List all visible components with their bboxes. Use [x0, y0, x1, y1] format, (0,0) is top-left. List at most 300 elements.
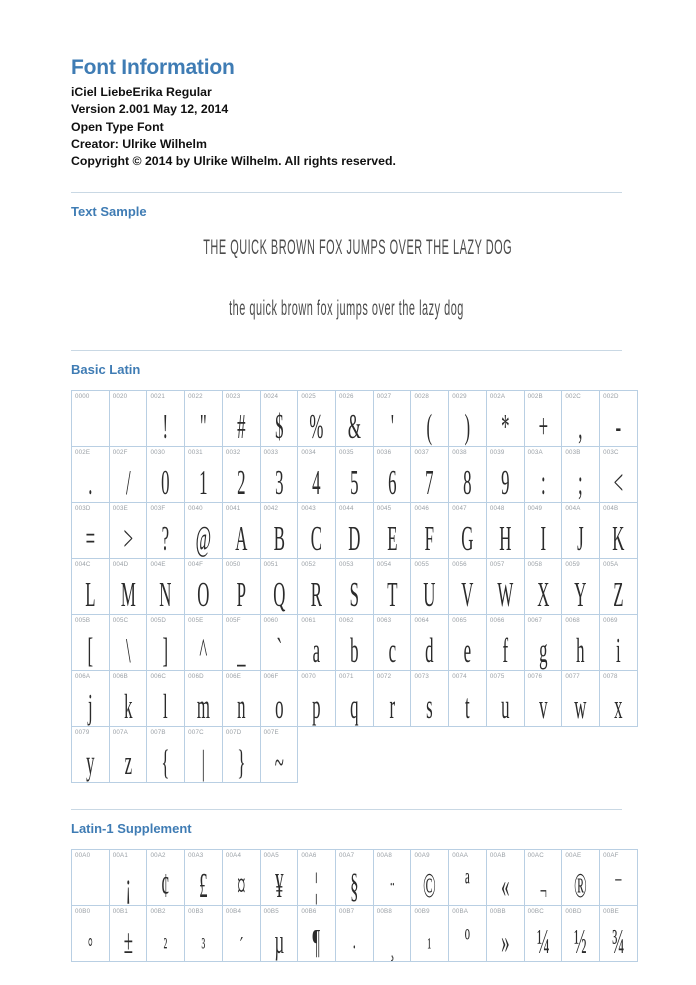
- glyph-cell[interactable]: [373, 447, 411, 503]
- glyph-character: c: [388, 631, 396, 671]
- glyph-cell[interactable]: [222, 671, 260, 727]
- glyph-codepoint-label: 00B6: [301, 908, 317, 916]
- glyph-cell[interactable]: [524, 503, 562, 559]
- glyph-codepoint-label: 0072: [376, 673, 392, 681]
- glyph-cell[interactable]: [109, 671, 147, 727]
- glyph-character: h: [576, 631, 585, 671]
- glyph-cell[interactable]: [336, 850, 374, 906]
- glyph-cell[interactable]: [486, 906, 524, 962]
- glyph-codepoint-label: 00A9: [414, 852, 430, 860]
- glyph-cell[interactable]: [147, 503, 185, 559]
- glyph-cell[interactable]: [524, 447, 562, 503]
- glyph-cell[interactable]: [298, 391, 336, 447]
- glyph-cell[interactable]: [185, 671, 223, 727]
- glyph-character: (: [427, 407, 433, 447]
- glyph-character: ]: [162, 631, 169, 671]
- glyph-cell[interactable]: [562, 906, 600, 962]
- glyph-cell[interactable]: [411, 391, 449, 447]
- glyph-cell[interactable]: [449, 559, 487, 615]
- glyph-codepoint-label: 003C: [603, 449, 619, 457]
- glyph-cell[interactable]: [185, 906, 223, 962]
- glyph-cell[interactable]: [298, 906, 336, 962]
- glyph-cell[interactable]: [298, 671, 336, 727]
- glyph-table-row: [72, 559, 638, 615]
- glyph-codepoint-label: 00B0: [75, 908, 91, 916]
- glyph-character: d: [425, 631, 435, 671]
- glyph-character: .: [88, 463, 93, 503]
- glyph-cell[interactable]: [147, 671, 185, 727]
- glyph-cell[interactable]: [222, 615, 260, 671]
- glyph-codepoint-label: 0030: [150, 449, 166, 457]
- glyph-cell[interactable]: [524, 615, 562, 671]
- text-sample-uppercase: THE QUICK BROWN FOX JUMPS OVER THE LAZY DOG: [203, 236, 513, 260]
- glyph-cell[interactable]: [298, 447, 336, 503]
- glyph-cell[interactable]: [600, 391, 638, 447]
- glyph-character: #: [237, 407, 246, 447]
- glyph-cell[interactable]: [222, 906, 260, 962]
- glyph-character: z: [124, 743, 132, 783]
- glyph-cell[interactable]: [147, 447, 185, 503]
- glyph-character: }: [237, 743, 246, 783]
- glyph-cell[interactable]: [260, 727, 298, 783]
- glyph-cell[interactable]: [600, 850, 638, 906]
- glyph-cell[interactable]: [373, 671, 411, 727]
- glyph-cell-empty: [562, 727, 600, 783]
- glyph-character: E: [386, 519, 398, 559]
- glyph-character: `: [276, 631, 282, 671]
- glyph-codepoint-label: 00BB: [489, 908, 506, 916]
- glyph-codepoint-label: 005F: [225, 617, 241, 625]
- glyph-codepoint-label: 0052: [301, 561, 316, 569]
- glyph-cell[interactable]: [298, 559, 336, 615]
- glyph-table-row: [72, 906, 638, 962]
- glyph-cell[interactable]: [72, 615, 110, 671]
- glyph-cell-empty: [449, 727, 487, 783]
- glyph-codepoint-label: 0020: [112, 393, 128, 401]
- glyph-codepoint-label: 00B2: [150, 908, 166, 916]
- glyph-codepoint-label: 0068: [565, 617, 580, 625]
- glyph-cell[interactable]: [222, 727, 260, 783]
- glyph-character: D: [348, 519, 361, 559]
- glyph-character: 1: [199, 463, 208, 503]
- glyph-codepoint-label: 0026: [339, 393, 354, 401]
- glyph-character: ¬: [539, 875, 547, 906]
- glyph-cell[interactable]: [486, 391, 524, 447]
- font-metadata-list: [71, 84, 622, 170]
- glyph-codepoint-label: 002B: [527, 393, 543, 401]
- glyph-cell[interactable]: [260, 391, 298, 447]
- glyph-cell[interactable]: [260, 447, 298, 503]
- glyph-cell[interactable]: [72, 850, 110, 906]
- glyph-cell[interactable]: [222, 850, 260, 906]
- glyph-table-body: [72, 391, 638, 783]
- glyph-cell[interactable]: [260, 615, 298, 671]
- glyph-character: F: [425, 519, 435, 559]
- glyph-character: ¦: [314, 866, 319, 906]
- glyph-codepoint-label: 002F: [112, 449, 128, 457]
- glyph-character: G: [461, 519, 474, 559]
- glyph-cell[interactable]: [486, 850, 524, 906]
- glyph-codepoint-label: 0024: [263, 393, 279, 401]
- glyph-codepoint-label: 0049: [527, 505, 543, 513]
- glyph-codepoint-label: 0040: [188, 505, 203, 513]
- glyph-cell[interactable]: [72, 727, 110, 783]
- glyph-cell[interactable]: [449, 503, 487, 559]
- glyph-cell[interactable]: [298, 503, 336, 559]
- glyph-codepoint-label: 006A: [75, 673, 91, 681]
- glyph-character: n: [237, 687, 246, 727]
- glyph-cell[interactable]: [147, 906, 185, 962]
- glyph-table-row: [72, 391, 638, 447]
- glyph-codepoint-label: 0028: [414, 393, 430, 401]
- glyph-character: A: [235, 519, 248, 559]
- glyph-codepoint-label: 0047: [452, 505, 467, 513]
- glyph-cell[interactable]: [411, 447, 449, 503]
- glyph-character: o: [274, 687, 284, 727]
- glyph-cell[interactable]: [185, 850, 223, 906]
- glyph-codepoint-label: 006C: [150, 673, 167, 681]
- glyph-character: ^: [199, 631, 208, 671]
- glyph-codepoint-label: 0025: [301, 393, 316, 401]
- glyph-codepoint-label: 0078: [603, 673, 618, 681]
- glyph-cell[interactable]: [524, 391, 562, 447]
- glyph-cell[interactable]: [109, 727, 147, 783]
- glyph-cell[interactable]: [109, 447, 147, 503]
- glyph-character: 0: [161, 463, 170, 503]
- glyph-character: J: [577, 519, 584, 559]
- glyph-cell[interactable]: [185, 391, 223, 447]
- glyph-cell[interactable]: [336, 447, 374, 503]
- glyph-cell[interactable]: [72, 671, 110, 727]
- glyph-cell[interactable]: [562, 559, 600, 615]
- glyph-cell[interactable]: [336, 503, 374, 559]
- glyph-character: *: [501, 407, 510, 447]
- glyph-character: w: [574, 687, 587, 727]
- glyph-character: i: [616, 631, 621, 671]
- page-title: Font Information: [71, 56, 235, 79]
- glyph-codepoint-label: 002C: [565, 393, 581, 401]
- glyph-character: 7: [425, 463, 435, 503]
- glyph-cell[interactable]: [600, 447, 638, 503]
- glyph-cell[interactable]: [411, 850, 449, 906]
- glyph-cell[interactable]: [524, 671, 562, 727]
- glyph-table-row: [72, 447, 638, 503]
- glyph-cell[interactable]: [72, 559, 110, 615]
- glyph-cell[interactable]: [411, 503, 449, 559]
- glyph-codepoint-label: 004D: [112, 561, 129, 569]
- glyph-cell[interactable]: [260, 559, 298, 615]
- glyph-cell[interactable]: [562, 503, 600, 559]
- glyph-codepoint-label: 007C: [188, 729, 204, 737]
- glyph-character: Y: [574, 575, 587, 615]
- glyph-cell[interactable]: [449, 906, 487, 962]
- glyph-codepoint-label: 00BA: [452, 908, 469, 916]
- glyph-character: H: [499, 519, 512, 559]
- metadata-version: Version 2.001 May 12, 2014: [71, 102, 229, 117]
- glyph-codepoint-label: 004F: [188, 561, 204, 569]
- glyph-cell[interactable]: [260, 850, 298, 906]
- glyph-cell[interactable]: [449, 447, 487, 503]
- glyph-cell[interactable]: [449, 671, 487, 727]
- glyph-cell[interactable]: [411, 671, 449, 727]
- glyph-character: >: [123, 519, 133, 559]
- glyph-codepoint-label: 006F: [263, 673, 279, 681]
- glyph-character: ¤: [237, 866, 246, 906]
- glyph-codepoint-label: 00AA: [452, 852, 469, 860]
- glyph-codepoint-label: 0060: [263, 617, 279, 625]
- glyph-cell[interactable]: [449, 615, 487, 671]
- glyph-cell[interactable]: [600, 503, 638, 559]
- glyph-character: ¡: [125, 866, 131, 906]
- glyph-character: ~: [274, 743, 284, 783]
- glyph-character: ?: [162, 519, 170, 559]
- glyph-codepoint-label: 0042: [263, 505, 279, 513]
- glyph-character: 4: [312, 463, 321, 503]
- glyph-cell[interactable]: [260, 503, 298, 559]
- glyph-cell[interactable]: [147, 559, 185, 615]
- glyph-cell[interactable]: [486, 615, 524, 671]
- glyph-cell[interactable]: [185, 727, 223, 783]
- glyph-codepoint-label: 0048: [489, 505, 505, 513]
- glyph-character: g: [538, 631, 548, 671]
- section-heading-latin1-supplement: Latin-1 Supplement: [71, 821, 192, 837]
- glyph-cell[interactable]: [336, 671, 374, 727]
- glyph-cell-empty: [486, 727, 524, 783]
- glyph-character: /: [125, 463, 131, 503]
- glyph-character: l: [163, 687, 169, 727]
- glyph-codepoint-label: 0032: [225, 449, 241, 457]
- glyph-character: ¹: [427, 931, 432, 962]
- glyph-character: L: [85, 575, 96, 615]
- glyph-cell[interactable]: [373, 559, 411, 615]
- glyph-cell[interactable]: [486, 671, 524, 727]
- glyph-codepoint-label: 0037: [414, 449, 430, 457]
- glyph-character: X: [536, 575, 550, 615]
- glyph-character: B: [273, 519, 285, 559]
- glyph-codepoint-label: 003A: [527, 449, 543, 457]
- glyph-codepoint-label: 00A2: [150, 852, 166, 860]
- glyph-table-latin1-supplement: [71, 849, 638, 962]
- glyph-character: 9: [501, 463, 510, 503]
- glyph-cell[interactable]: [449, 850, 487, 906]
- glyph-cell[interactable]: [260, 906, 298, 962]
- glyph-cell[interactable]: [373, 391, 411, 447]
- glyph-cell[interactable]: [109, 906, 147, 962]
- glyph-codepoint-label: 00AC: [527, 852, 544, 860]
- glyph-codepoint-label: 002A: [489, 393, 506, 401]
- glyph-cell[interactable]: [222, 447, 260, 503]
- glyph-cell[interactable]: [109, 850, 147, 906]
- glyph-cell[interactable]: [147, 727, 185, 783]
- glyph-cell[interactable]: [185, 447, 223, 503]
- glyph-cell[interactable]: [373, 503, 411, 559]
- glyph-character: ª: [465, 866, 470, 906]
- glyph-character: ¥: [274, 866, 284, 906]
- glyph-cell[interactable]: [524, 906, 562, 962]
- glyph-character: O: [197, 575, 210, 615]
- glyph-cell[interactable]: [524, 559, 562, 615]
- glyph-cell[interactable]: [298, 615, 336, 671]
- glyph-codepoint-label: 0038: [452, 449, 467, 457]
- glyph-codepoint-label: 0055: [414, 561, 430, 569]
- glyph-cell[interactable]: [562, 391, 600, 447]
- glyph-character: W: [497, 575, 514, 615]
- glyph-cell[interactable]: [373, 615, 411, 671]
- glyph-codepoint-label: 007A: [112, 729, 128, 737]
- glyph-codepoint-label: 003F: [150, 505, 166, 513]
- glyph-character: «: [501, 866, 510, 906]
- glyph-cell[interactable]: [109, 503, 147, 559]
- glyph-cell[interactable]: [109, 615, 147, 671]
- glyph-character: <: [613, 463, 624, 503]
- text-sample-lowercase: the quick brown fox jumps over the lazy dog: [229, 297, 464, 321]
- glyph-cell[interactable]: [72, 503, 110, 559]
- glyph-character: @: [195, 519, 212, 559]
- glyph-codepoint-label: 0058: [527, 561, 543, 569]
- glyph-cell[interactable]: [449, 391, 487, 447]
- glyph-character: ·: [352, 931, 357, 962]
- glyph-codepoint-label: 0069: [603, 617, 618, 625]
- glyph-cell[interactable]: [109, 391, 147, 447]
- glyph-cell[interactable]: [222, 559, 260, 615]
- glyph-codepoint-label: 004B: [603, 505, 619, 513]
- glyph-cell[interactable]: [486, 559, 524, 615]
- glyph-character: a: [312, 631, 321, 671]
- glyph-character: [: [87, 631, 94, 671]
- glyph-codepoint-label: 0034: [301, 449, 316, 457]
- glyph-codepoint-label: 00A8: [376, 852, 393, 860]
- glyph-cell[interactable]: [336, 906, 374, 962]
- glyph-cell[interactable]: [600, 559, 638, 615]
- glyph-character: %: [309, 407, 324, 447]
- glyph-character: =: [85, 519, 96, 559]
- glyph-cell[interactable]: [222, 391, 260, 447]
- glyph-cell[interactable]: [562, 850, 600, 906]
- glyph-cell[interactable]: [185, 503, 223, 559]
- glyph-cell[interactable]: [336, 391, 374, 447]
- glyph-cell[interactable]: [72, 391, 110, 447]
- glyph-codepoint-label: 0066: [489, 617, 505, 625]
- glyph-character: ": [200, 407, 207, 447]
- glyph-cell[interactable]: [185, 615, 223, 671]
- glyph-character: §: [350, 866, 359, 906]
- glyph-codepoint-label: 00B3: [188, 908, 204, 916]
- glyph-character: ²: [163, 931, 168, 962]
- glyph-codepoint-label: 004C: [75, 561, 91, 569]
- glyph-cell[interactable]: [336, 615, 374, 671]
- glyph-character: T: [386, 575, 398, 615]
- glyph-cell-empty: [298, 727, 336, 783]
- document-content: [71, 0, 625, 962]
- glyph-cell[interactable]: [411, 906, 449, 962]
- glyph-cell[interactable]: [147, 391, 185, 447]
- glyph-cell-empty: [336, 727, 374, 783]
- glyph-character: ®: [574, 866, 588, 906]
- glyph-cell[interactable]: [298, 850, 336, 906]
- glyph-character: ;: [578, 463, 584, 503]
- glyph-character: U: [423, 575, 436, 615]
- glyph-codepoint-label: 0053: [339, 561, 354, 569]
- glyph-codepoint-label: 0046: [414, 505, 430, 513]
- glyph-codepoint-label: 0077: [565, 673, 580, 681]
- glyph-codepoint-label: 00AF: [603, 852, 619, 860]
- glyph-codepoint-label: 0027: [376, 393, 392, 401]
- glyph-cell[interactable]: [562, 615, 600, 671]
- glyph-cell[interactable]: [72, 906, 110, 962]
- glyph-table-row: [72, 727, 638, 783]
- glyph-cell-empty: [373, 727, 411, 783]
- glyph-cell[interactable]: [562, 447, 600, 503]
- glyph-cell[interactable]: [486, 447, 524, 503]
- glyph-character: ): [464, 407, 471, 447]
- glyph-cell-empty: [600, 727, 638, 783]
- glyph-cell[interactable]: [109, 559, 147, 615]
- glyph-cell[interactable]: [185, 559, 223, 615]
- glyph-cell[interactable]: [147, 615, 185, 671]
- glyph-codepoint-label: 0039: [489, 449, 505, 457]
- glyph-codepoint-label: 00A7: [339, 852, 355, 860]
- glyph-cell[interactable]: [147, 850, 185, 906]
- glyph-codepoint-label: 002E: [75, 449, 91, 457]
- glyph-cell[interactable]: [336, 559, 374, 615]
- glyph-codepoint-label: 00AB: [489, 852, 506, 860]
- glyph-table-body: [72, 850, 638, 962]
- glyph-cell-empty: [524, 727, 562, 783]
- glyph-character: ¾: [612, 922, 625, 962]
- glyph-character: 6: [387, 463, 397, 503]
- glyph-character: _: [237, 631, 246, 671]
- glyph-cell[interactable]: [600, 615, 638, 671]
- glyph-cell[interactable]: [562, 671, 600, 727]
- glyph-codepoint-label: 0035: [339, 449, 354, 457]
- glyph-cell[interactable]: [524, 850, 562, 906]
- glyph-cell[interactable]: [600, 906, 638, 962]
- glyph-codepoint-label: 0075: [489, 673, 505, 681]
- glyph-cell[interactable]: [411, 559, 449, 615]
- glyph-codepoint-label: 0051: [263, 561, 279, 569]
- glyph-cell[interactable]: [72, 447, 110, 503]
- glyph-character: µ: [274, 922, 284, 962]
- glyph-table-row: [72, 850, 638, 906]
- glyph-cell[interactable]: [373, 850, 411, 906]
- glyph-cell[interactable]: [222, 503, 260, 559]
- glyph-character: I: [540, 519, 546, 559]
- glyph-cell[interactable]: [260, 671, 298, 727]
- glyph-character: ©: [423, 866, 437, 906]
- glyph-codepoint-label: 0021: [150, 393, 166, 401]
- glyph-table-row: [72, 503, 638, 559]
- glyph-character: R: [311, 575, 323, 615]
- glyph-character: »: [501, 922, 510, 962]
- text-sample-block: [71, 220, 622, 321]
- glyph-cell[interactable]: [373, 906, 411, 962]
- section-heading-basic-latin: Basic Latin: [71, 362, 141, 378]
- glyph-character: ¶: [312, 922, 321, 962]
- glyph-codepoint-label: 00B4: [225, 908, 242, 916]
- glyph-character: \: [125, 631, 131, 671]
- glyph-cell[interactable]: [600, 671, 638, 727]
- glyph-codepoint-label: 0076: [527, 673, 543, 681]
- glyph-codepoint-label: 00B9: [414, 908, 430, 916]
- glyph-codepoint-label: 00B7: [339, 908, 355, 916]
- glyph-character: £: [199, 866, 208, 906]
- glyph-codepoint-label: 00A3: [188, 852, 204, 860]
- glyph-codepoint-label: 0061: [301, 617, 316, 625]
- glyph-codepoint-label: 0067: [527, 617, 543, 625]
- glyph-cell[interactable]: [486, 503, 524, 559]
- glyph-codepoint-label: 00A6: [301, 852, 317, 860]
- glyph-cell[interactable]: [411, 615, 449, 671]
